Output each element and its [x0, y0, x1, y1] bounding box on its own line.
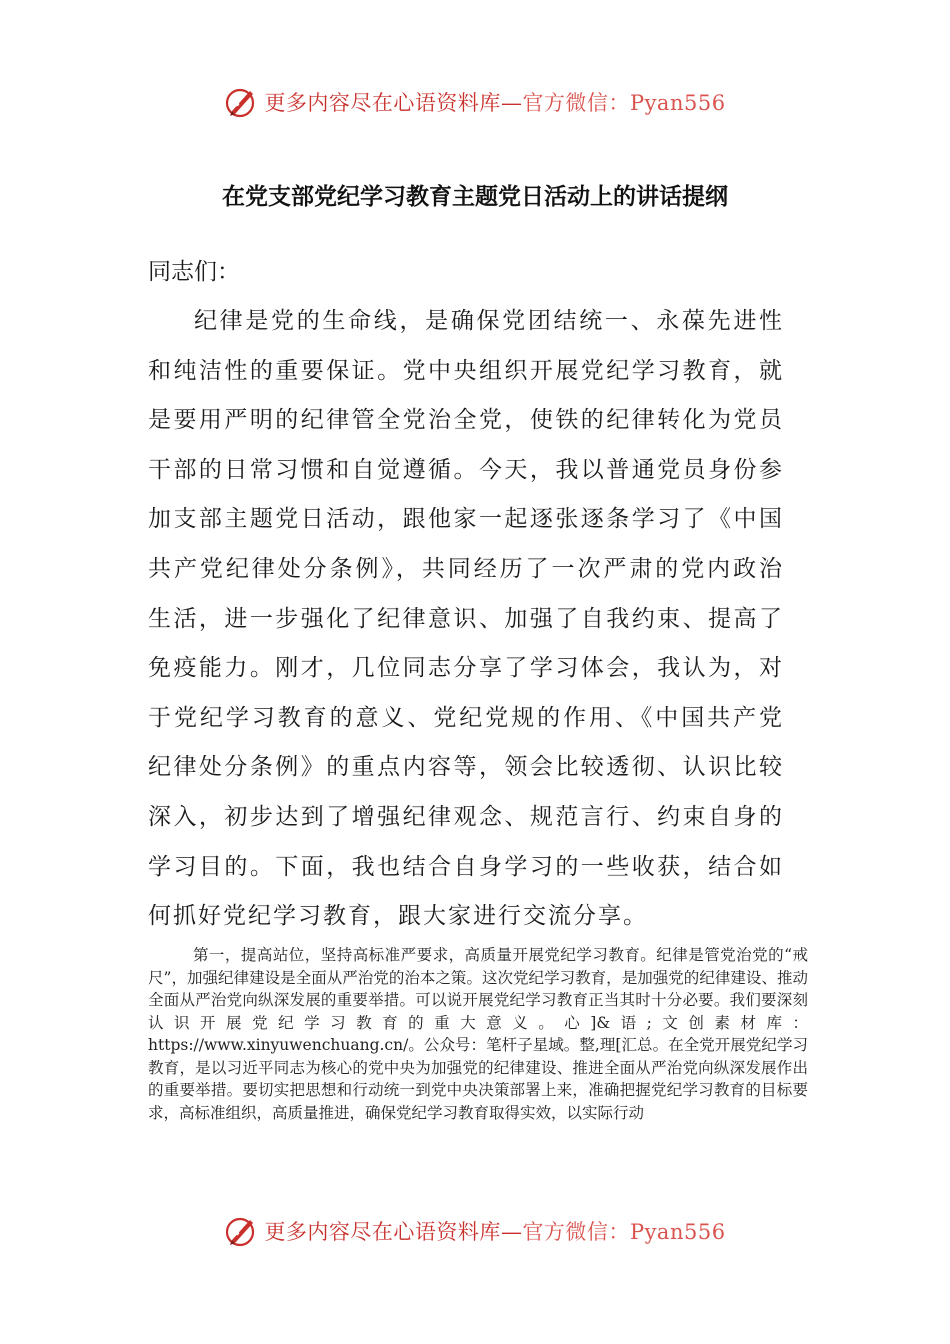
pen-logo-icon — [224, 85, 258, 119]
document-title: 在党支部党纪学习教育主题党日活动上的讲话提纲 — [222, 184, 728, 210]
watermark-wechat-label: 官方微信： — [522, 1220, 630, 1244]
header-watermark — [0, 82, 950, 122]
body-paragraph-1: 纪律是党的生命线，是确保党团结统一、永葆先进性和纯洁性的重要保证。党中央组织开展党纪学习教育，就是要用严明的纪律管全党治全党，使铁的纪律转化为党员干部的日常习惯和自觉遵循。今天，我以普通党员身份参加支部主题党日活动，跟他家一起逐张逐条学习了《中国共产党纪律处分条例》，共同经历了一次严肃的党内政治生活，进一步强化了纪律意识、加强了自我约束、提高了免疫能力。刚才，几位同志分享了学习体会，我认为，对于党纪学习教育的意义、党纪党规的作用、《中国共产党纪律处分条例》的重点内容等，领会比较透彻、认识比较深入，初步达到了增强纪律观念、规范言行、约束自身的学习目的。下面，我也结合自身学习的一些收获，结合如何抓好党纪学习教育，跟大家进行交流分享。 — [148, 308, 784, 930]
watermark-main-text: 更多内容尽在心语资料库 — [264, 91, 501, 115]
watermark-separator: — — [500, 1220, 523, 1244]
footer-watermark — [0, 1211, 950, 1251]
watermark-separator: — — [500, 91, 523, 115]
salutation: 同志们： — [148, 259, 240, 285]
watermark-text — [264, 1216, 725, 1246]
watermark-main-text: 更多内容尽在心语资料库 — [264, 1220, 501, 1244]
watermark-wechat-label: 官方微信： — [522, 91, 630, 115]
watermark-text — [264, 87, 725, 117]
pen-logo-icon — [224, 1214, 258, 1248]
body-paragraph-2: 第一，提高站位，坚持高标准严要求，高质量开展党纪学习教育。纪律是管党治党的“戒尺”，加强纪律建设是全面从严治党的治本之策。这次党纪学习教育，是加强党的纪律建设、推动全面从严治党向纵深发展的重要举措。可以说开展党纪学习教育正当其时十分必要。我们要深刻认识开展党纪学习教育的重大意义。心]&语;文创素材库：https://www.xinyuwenchuang.cn/。公众号：笔杆子星域。整,理[汇总。在全党开展党纪学习教育，是以习近平同志为核心的党中央为加强党的纪律建设、推进全面从严治党向纵深发展作出的重要举措。要切实把思想和行动统一到党中央决策部署上来，准确把握党纪学习教育的目标要求，高标准组织，高质量推进，确保党纪学习教育取得实效，以实际行动 — [148, 946, 808, 1122]
watermark-wechat-id: Pyan556 — [629, 91, 726, 115]
watermark-wechat-id: Pyan556 — [629, 1220, 726, 1244]
